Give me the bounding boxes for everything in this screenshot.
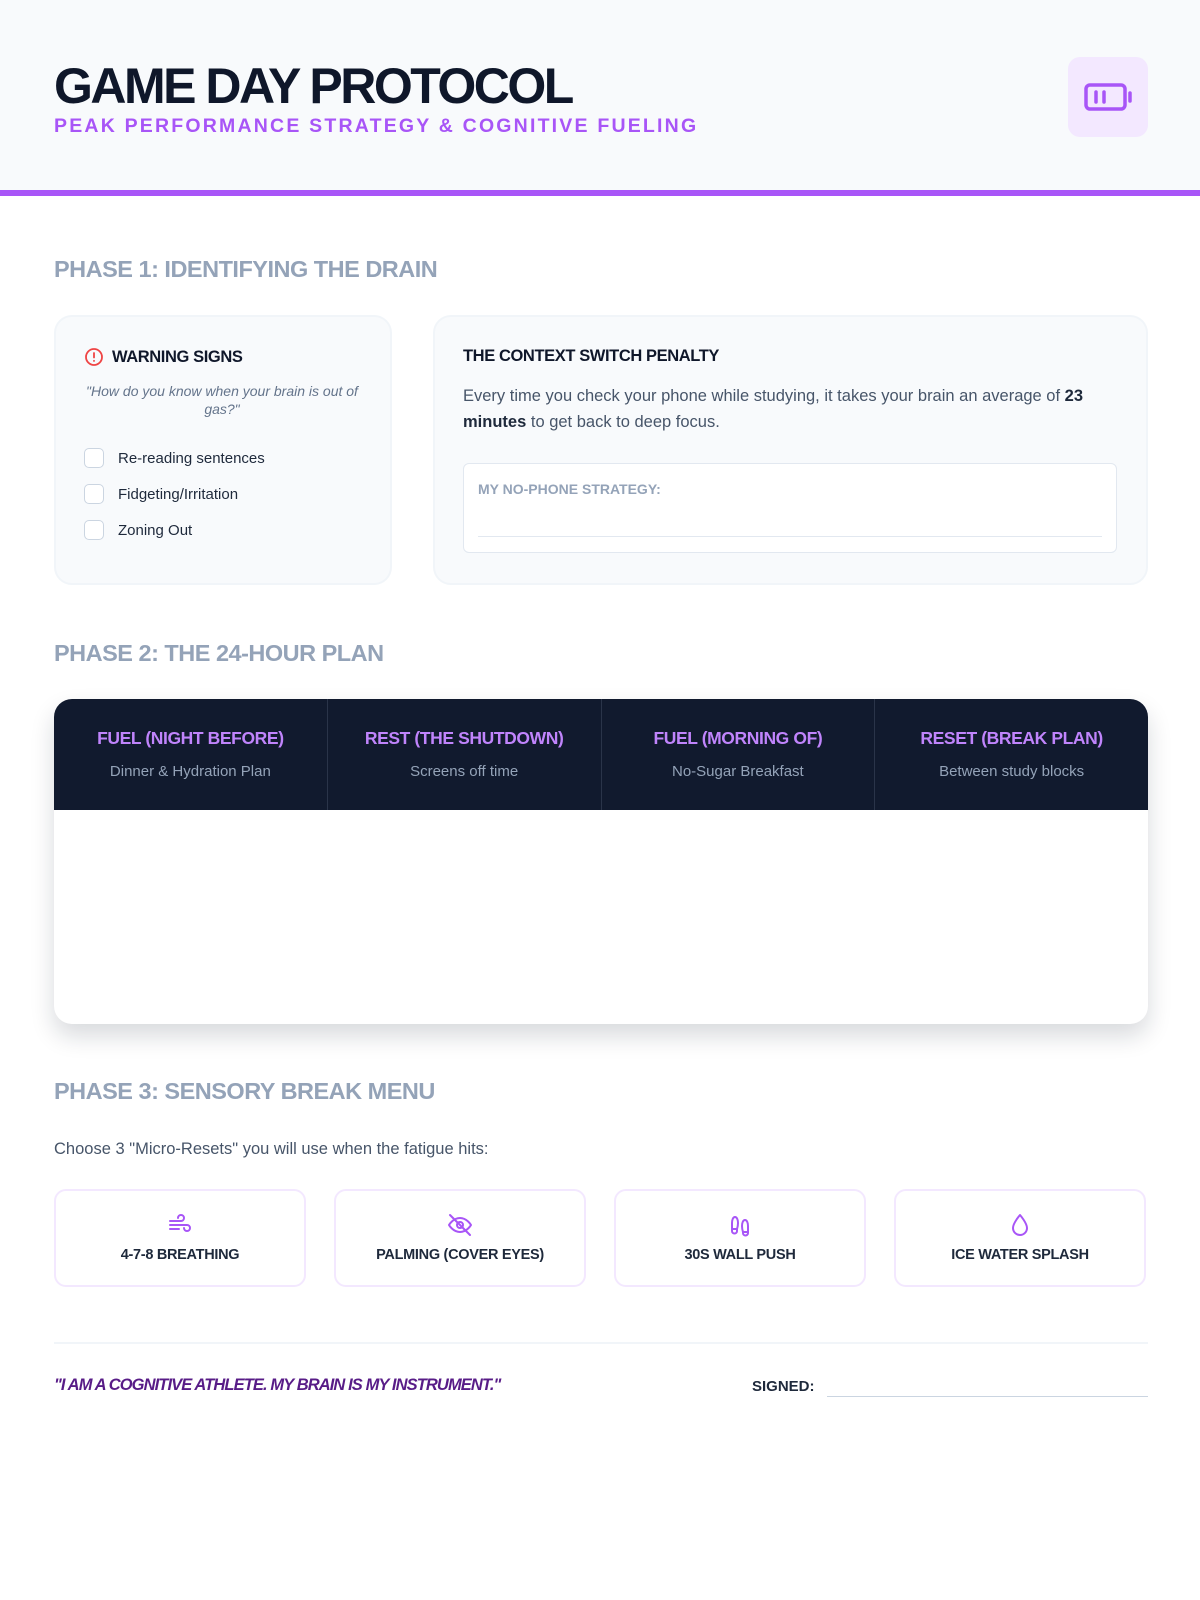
page-subtitle: PEAK PERFORMANCE STRATEGY & COGNITIVE FUELING [54, 115, 699, 137]
checkbox[interactable] [84, 448, 104, 468]
checkbox[interactable] [84, 484, 104, 504]
reset-option-ice-water[interactable] [894, 1189, 1146, 1287]
warning-item-label: Re-reading sentences [118, 449, 265, 467]
warning-item-label: Fidgeting/Irritation [118, 485, 239, 503]
break-menu-intro: Choose 3 "Micro-Resets" you will use when the fatigue hits: [54, 1140, 489, 1158]
eye-off-icon [447, 1213, 473, 1237]
header [0, 0, 1200, 196]
plan-table [54, 699, 1148, 1024]
phase1-title: PHASE 1: IDENTIFYING THE DRAIN [54, 256, 438, 282]
alert-circle-icon [84, 347, 104, 367]
plan-column [54, 699, 328, 810]
motto: "I AM A COGNITIVE ATHLETE. MY BRAIN IS MY INSTRUMENT." [54, 1376, 501, 1394]
signed-label: SIGNED: [752, 1378, 815, 1395]
footprints-icon [727, 1213, 753, 1237]
context-switch-text: Every time you check your phone while studying, it takes your brain an average of 23 minutes to get back to deep focus. [463, 387, 1084, 431]
warning-signs-title: WARNING SIGNS [112, 347, 243, 366]
no-phone-strategy-field[interactable] [463, 463, 1117, 553]
context-switch-card [433, 315, 1148, 585]
plan-column-subtitle: No-Sugar Breakfast [672, 763, 804, 780]
write-line [478, 536, 1102, 537]
reset-option-label: ICE WATER SPLASH [951, 1247, 1089, 1263]
no-phone-strategy-label: MY NO-PHONE STRATEGY: [478, 481, 661, 497]
footer-divider [54, 1342, 1148, 1344]
reset-option-palming[interactable] [334, 1189, 586, 1287]
plan-column [875, 699, 1148, 810]
warning-signs-heading [84, 347, 242, 367]
checkbox[interactable] [84, 520, 104, 540]
warning-item[interactable] [84, 484, 238, 504]
warning-item[interactable] [84, 520, 192, 540]
plan-column [602, 699, 876, 810]
battery-badge [1068, 57, 1148, 137]
plan-column-subtitle: Dinner & Hydration Plan [109, 763, 271, 780]
phase2-title: PHASE 2: THE 24-HOUR PLAN [54, 640, 384, 666]
plan-table-header [54, 699, 1148, 810]
page-title: GAME DAY PROTOCOL [54, 58, 572, 114]
wind-icon [167, 1213, 193, 1237]
reset-option-label: 4-7-8 BREATHING [120, 1247, 240, 1263]
reset-option-label: PALMING (COVER EYES) [376, 1247, 544, 1263]
reset-option-wall-push[interactable] [614, 1189, 866, 1287]
plan-column-subtitle: Between study blocks [939, 763, 1085, 780]
context-switch-title: THE CONTEXT SWITCH PENALTY [463, 347, 720, 365]
context-switch-highlight: 23 minutes [463, 387, 1084, 431]
droplet-icon [1007, 1213, 1033, 1237]
plan-column-title: FUEL (MORNING OF) [653, 728, 823, 748]
warning-item-label: Zoning Out [118, 521, 193, 539]
plan-column-title: RESET (BREAK PLAN) [920, 728, 1103, 748]
phase3-title: PHASE 3: SENSORY BREAK MENU [54, 1078, 435, 1104]
reset-option-breathing[interactable] [54, 1189, 306, 1287]
plan-column-subtitle: Screens off time [410, 763, 519, 780]
warning-item[interactable] [84, 448, 265, 468]
plan-column [328, 699, 602, 810]
warning-quote: "How do you know when your brain is out of gas?" [86, 383, 358, 417]
plan-column-title: FUEL (NIGHT BEFORE) [97, 728, 284, 748]
warning-signs-card [54, 315, 392, 585]
reset-option-label: 30S WALL PUSH [684, 1247, 796, 1263]
plan-column-title: REST (THE SHUTDOWN) [364, 728, 564, 748]
signature-line[interactable] [827, 1396, 1148, 1397]
battery-icon [1083, 81, 1133, 113]
